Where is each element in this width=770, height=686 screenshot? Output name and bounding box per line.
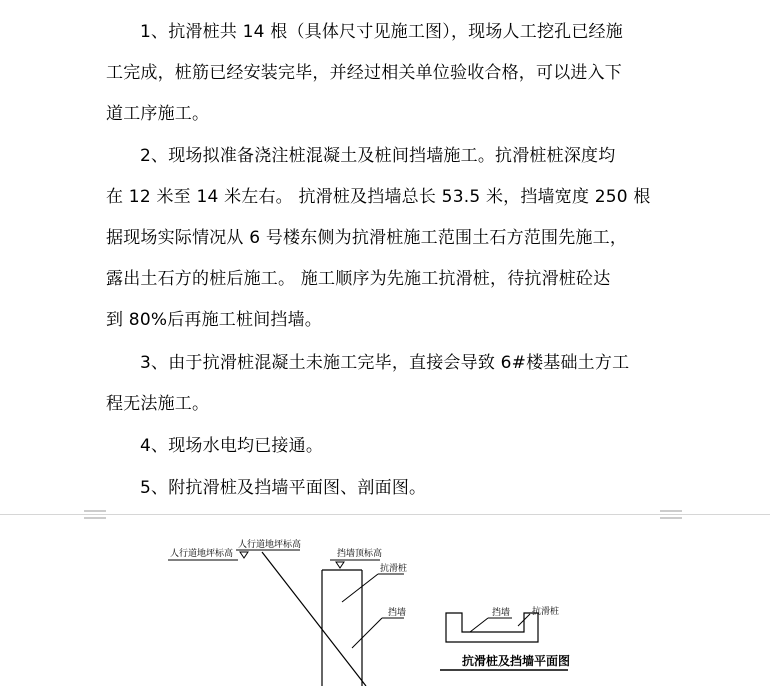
paragraph-2-line-1: 2、现场拟准备浇注桩混凝土及桩间挡墙施工。抗滑桩桩深度均 — [140, 146, 616, 166]
wall-top-label: 挡墙顶标高 — [337, 549, 383, 559]
paragraph-2-line-2: 在 12 米至 14 米左右。 抗滑桩及挡墙总长 53.5 米，挡墙宽度 250 根 — [106, 187, 651, 207]
plan-wall-leader — [470, 618, 488, 632]
paragraph-4 — [106, 426, 662, 467]
wall-level-marker-icon — [336, 562, 344, 568]
paragraph-3-line-2: 程无法施工。 — [106, 394, 210, 414]
paragraph-3-line-1: 3、由于抗滑桩混凝土未施工完毕，直接会导致 6#楼基础土方工 — [140, 353, 630, 373]
paragraph-5-line-1: 5、附抗滑桩及挡墙平面图、剖面图。 — [140, 478, 427, 498]
paragraph-2 — [106, 136, 662, 341]
paragraph-1-line-1: 1、抗滑桩共 14 根（具体尺寸见施工图），现场人工挖孔已经施 — [140, 22, 623, 42]
road-level-label-top: 人行道地坪标高 — [238, 540, 302, 550]
paragraph-1 — [106, 12, 662, 135]
paragraph-1-line-3: 道工序施工。 — [106, 104, 210, 124]
plan-title: 抗滑桩及挡墙平面图 — [462, 654, 571, 668]
pile-label: 抗滑桩 — [380, 564, 408, 574]
section-drawing — [0, 522, 770, 686]
paragraph-1-line-2: 工完成，桩筋已经安装完毕，并经过相关单位验收合格，可以进入下 — [106, 63, 622, 83]
right-margin-mark-icon — [658, 508, 684, 522]
slope-line — [262, 552, 366, 686]
paragraph-5 — [106, 468, 662, 509]
pile-leader — [342, 574, 378, 602]
paragraph-3 — [106, 343, 662, 425]
paragraph-2-line-5: 到 80%后再施工桩间挡墙。 — [106, 310, 322, 330]
paragraph-2-line-4: 露出土石方的桩后施工。 施工顺序为先施工抗滑桩，待抗滑桩砼达 — [106, 269, 611, 289]
plan-pile-label: 抗滑桩 — [532, 607, 560, 617]
plan-wall-label: 挡墙 — [492, 608, 511, 618]
road-level-label-left: 人行道地坪标高 — [170, 549, 234, 559]
wall-leader — [352, 618, 382, 648]
left-margin-mark-icon — [82, 508, 108, 522]
page-break-line — [0, 514, 770, 515]
level-marker-icon — [240, 552, 248, 558]
paragraph-4-line-1: 4、现场水电均已接通。 — [140, 436, 324, 456]
wall-label: 挡墙 — [388, 608, 407, 618]
paragraph-2-line-3: 据现场实际情况从 6 号楼东侧为抗滑桩施工范围土石方范围先施工， — [106, 228, 628, 248]
